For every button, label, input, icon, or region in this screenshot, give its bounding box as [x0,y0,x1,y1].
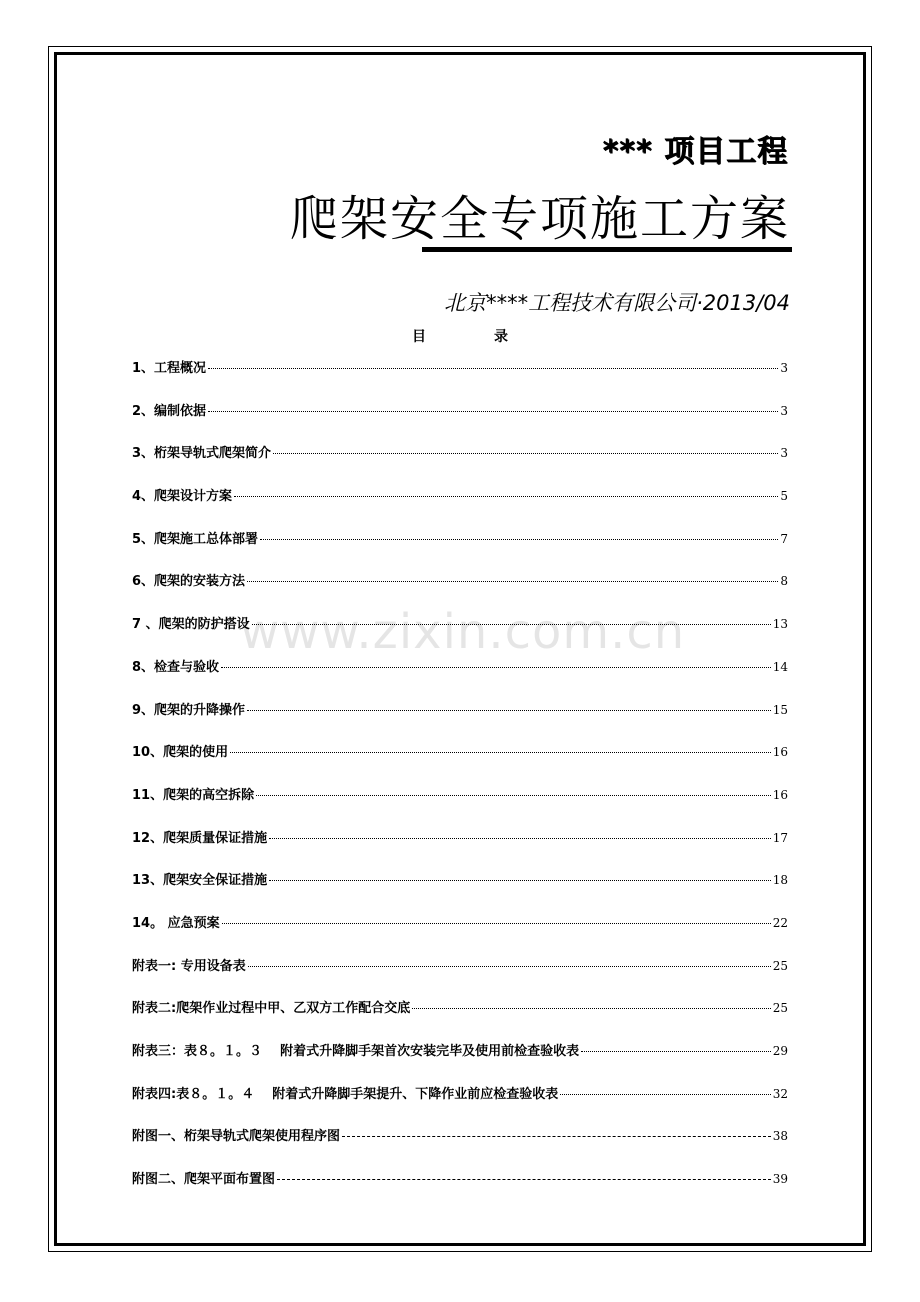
toc-entry-page: 3 [780,403,788,418]
toc-entry[interactable] [132,997,788,1040]
toc-entry-page: 8 [780,574,788,589]
toc-leader [256,795,771,796]
toc-entry-label: 8、检查与验收 [132,659,220,675]
toc-leader [560,1094,770,1095]
toc-leader [248,966,771,967]
toc-entry-label: 12、爬架质量保证措施 [132,830,268,846]
toc-entry-page: 3 [780,361,788,375]
company-date-line: 北京****工程技术有限公司·2013/04 [444,291,790,315]
toc-entry[interactable] [132,357,788,400]
toc-leader [273,453,778,454]
toc-entry-label: 9、爬架的升降操作 [132,702,246,718]
toc-entry-label: 5、爬架施工总体部署 [132,531,259,547]
toc-entry-label: 2、编制依据 [132,403,207,419]
toc-entry-label: 附表一: 专用设备表 [132,958,246,974]
toc-entry-page: 25 [772,1001,788,1016]
toc-entry-page: 15 [772,702,788,717]
toc-leader [581,1051,771,1052]
toc-leader [260,539,778,540]
toc-entry-label: 11、爬架的高空拆除 [132,787,255,803]
toc-entry-label: 4、爬架设计方案 [132,489,233,505]
toc-entry[interactable] [132,784,788,827]
toc-entry-page: 17 [772,830,788,845]
toc-entry-page: 13 [772,617,788,632]
toc-entry[interactable] [132,869,788,912]
toc-entry-label: 1、工程概况 [132,361,207,376]
toc-entry[interactable] [132,741,788,784]
toc-leader [247,581,778,582]
toc-entry-label: 6、爬架的安装方法 [132,574,246,590]
document-title: 爬架安全专项施工方案 [289,191,790,247]
toc-entry-label: 10、爬架的使用 [132,745,229,761]
table-of-contents [132,357,788,1211]
toc-leader [221,667,771,668]
toc-entry[interactable] [132,1168,788,1211]
toc-entry-page: 7 [780,531,788,546]
toc-entry-page: 14 [772,659,788,674]
toc-leader [269,880,771,881]
toc-leader [234,496,778,497]
toc-entry-label: 附表二:爬架作业过程中甲、乙双方工作配合交底 [132,1001,411,1017]
toc-entry[interactable] [132,955,788,998]
toc-heading [0,326,920,348]
toc-entry[interactable] [132,1040,788,1083]
toc-entry-label: 附表三：表８。１。３ 附着式升降脚手架首次安装完毕及使用前检查验收表 [132,1044,580,1059]
toc-entry-page: 16 [772,787,788,802]
toc-entry-page: 5 [780,489,788,504]
toc-entry[interactable] [132,442,788,485]
toc-leader [247,710,771,711]
toc-entry-label: 13、爬架安全保证措施 [132,873,268,889]
toc-entry-page: 39 [772,1172,788,1187]
toc-entry[interactable] [132,400,788,443]
toc-entry[interactable] [132,699,788,742]
title-underline [422,247,792,252]
toc-entry-label: 附图二、爬架平面布置图 [132,1172,276,1188]
toc-entry-page: 38 [772,1129,788,1144]
toc-leader [222,923,771,924]
toc-heading-right: 录 [494,329,508,345]
toc-entry-page: 29 [772,1044,788,1058]
toc-entry[interactable] [132,656,788,699]
toc-entry[interactable] [132,1083,788,1126]
toc-entry-label: 附图一、桁架导轨式爬架使用程序图 [132,1129,341,1145]
watermark: www.zixin.com.cn [240,604,686,660]
toc-leader [269,838,771,839]
toc-entry[interactable] [132,1125,788,1168]
toc-entry[interactable] [132,613,788,656]
toc-entry[interactable] [132,912,788,955]
toc-entry[interactable] [132,570,788,613]
toc-leader [252,624,771,625]
toc-entry-page: 25 [772,958,788,973]
toc-entry[interactable] [132,528,788,571]
toc-leader [342,1136,771,1137]
toc-entry-page: 16 [772,745,788,760]
toc-entry-label: 14。 应急预案 [132,915,220,931]
toc-entry-page: 22 [772,915,788,930]
toc-leader [230,752,771,753]
toc-leader [208,368,778,369]
toc-entry-label: 7 、爬架的防护搭设 [132,617,250,633]
toc-entry-label: 附表四:表８。１。４ 附着式升降脚手架提升、下降作业前应检查验收表 [132,1086,559,1102]
toc-entry[interactable] [132,827,788,870]
toc-heading-left: 目 [412,329,426,345]
toc-leader [208,411,778,412]
toc-entry-page: 18 [772,873,788,888]
toc-entry-label: 3、桁架导轨式爬架简介 [132,446,272,462]
toc-leader [277,1179,771,1180]
toc-entry-page: 32 [772,1086,788,1101]
project-title: *** 项目工程 [602,134,788,169]
toc-entry[interactable] [132,485,788,528]
toc-leader [412,1008,771,1009]
toc-entry-page: 3 [780,446,788,461]
